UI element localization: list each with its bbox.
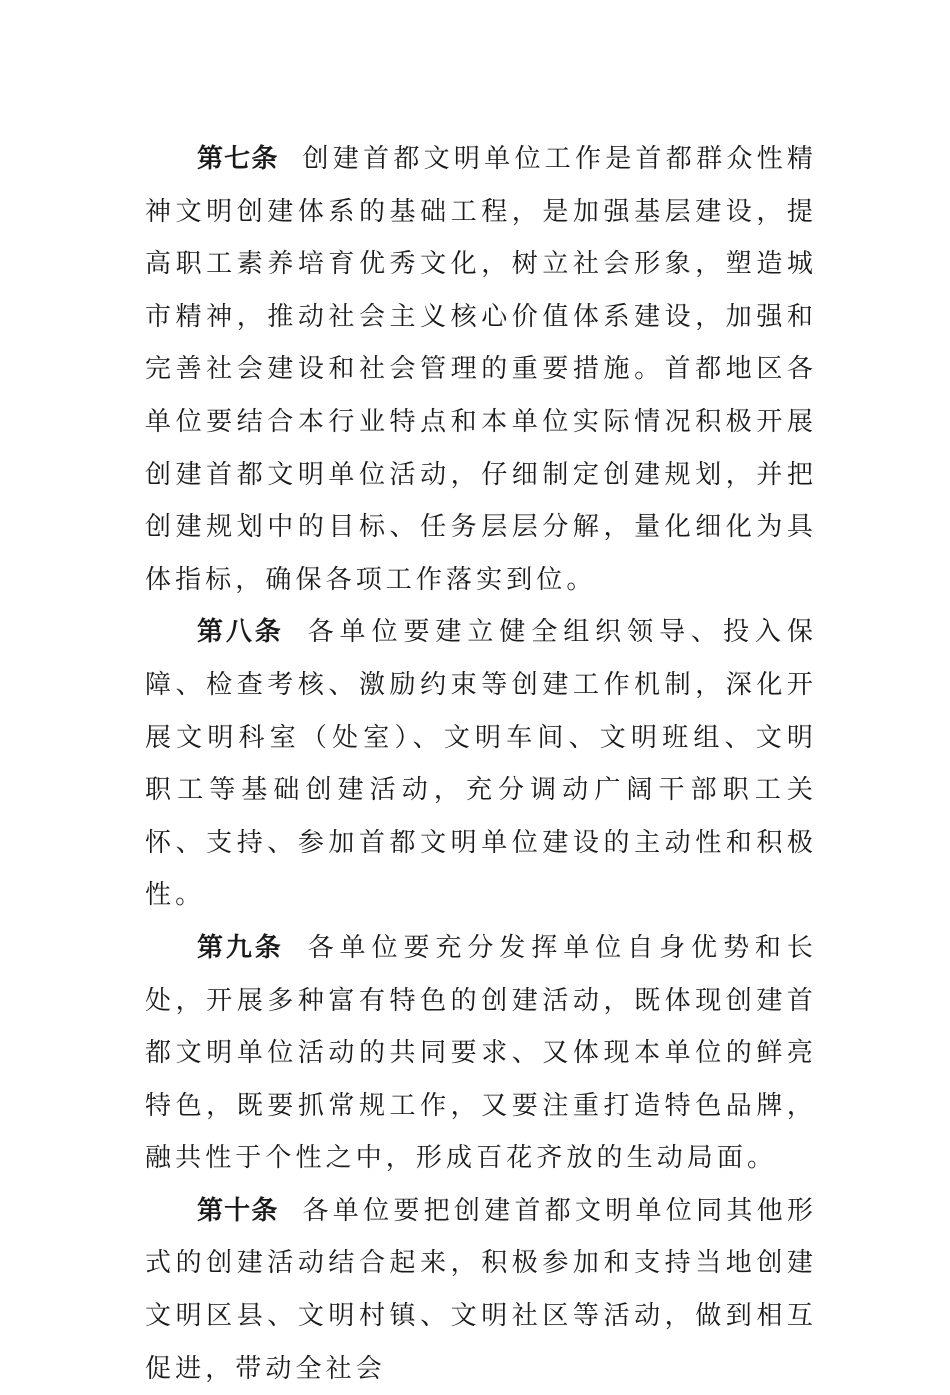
article-body: 各单位要建立健全组织领导、投入保障、检查考核、激励约束等创建工作机制，深化开展文明科室（处室）、文明车间、文明班组、文明职工等基础创建活动，充分调动广阔干部职工关怀、支持、参加首都文明单位建设的主动性和积极性。 — [145, 617, 817, 911]
article-7 — [145, 133, 817, 606]
article-heading: 第七条 — [197, 144, 279, 174]
article-10 — [145, 1185, 817, 1395]
article-heading: 第八条 — [197, 617, 284, 648]
article-8 — [145, 606, 817, 922]
article-heading: 第九条 — [197, 932, 284, 963]
article-9 — [145, 922, 817, 1185]
article-body: 各单位要把创建首都文明单位同其他形式的创建活动结合起来，积极参加和支持当地创建文明区县、文明村镇、文明社区等活动，做到相互促进，带动全社会 — [145, 1195, 817, 1384]
article-body: 各单位要充分发挥单位自身优势和长处，开展多种富有特色的创建活动，既体现创建首都文明单位活动的共同要求、又体现本单位的鲜亮特色，既要抓常规工作，又要注重打造特色品牌，融共性于个性之中，形成百花齐放的生动局面。 — [145, 932, 817, 1174]
article-heading: 第十条 — [197, 1195, 279, 1226]
document-page — [145, 133, 817, 1395]
article-body: 创建首都文明单位工作是首都群众性精神文明创建体系的基础工程，是加强基层建设，提高职工素养培育优秀文化，树立社会形象，塑造城市精神，推动社会主义核心价值体系建设，加强和完善社会建设和社会管理的重要措施。首都地区各单位要结合本行业特点和本单位实际情况积极开展创建首都文明单位活动，仔细制定创建规划，并把创建规划中的目标、任务层层分解，量化细化为具体指标，确保各项工作落实到位。 — [145, 144, 817, 595]
